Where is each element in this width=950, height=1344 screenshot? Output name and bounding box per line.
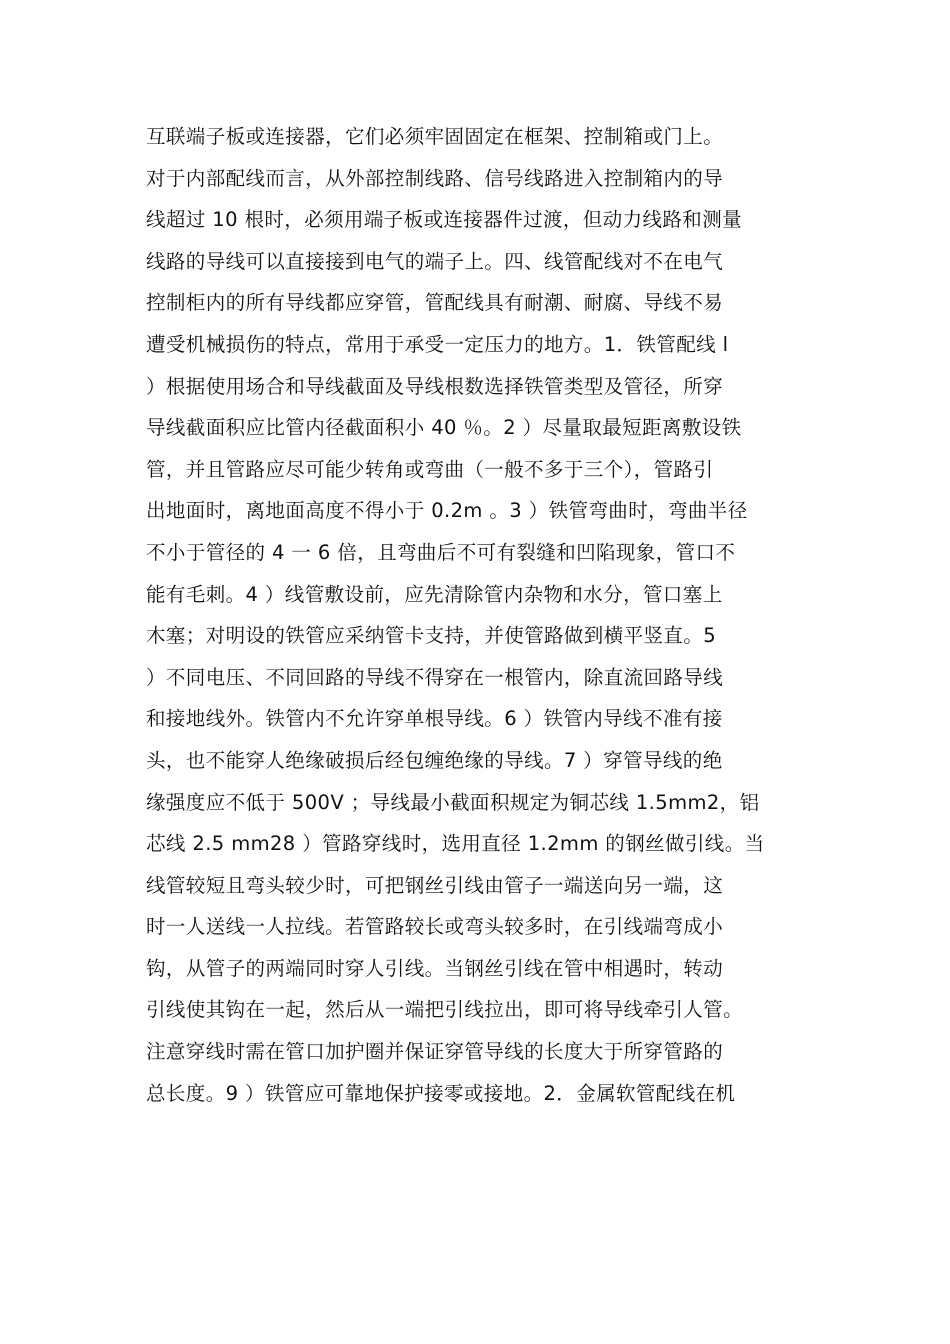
text-line: 互联端子板或连接器，它们必须牢固固定在框架、控制箱或门上。 — [146, 125, 724, 148]
text-line: ）根据使用场合和导线截面及导线根数选择铁管类型及管径，所穿 — [146, 374, 724, 398]
text-line: 总长度。9 ）铁管应可靠地保护接零或接地。2．金属软管配线在机 — [146, 1081, 736, 1105]
text-line: 对于内部配线而言，从外部控制线路、信号线路进入控制箱内的导 — [146, 166, 724, 190]
text-line: 钩，从管子的两端同时穿人引线。当钢丝引线在管中相遇时，转动 — [146, 956, 724, 980]
text-line: 遭受机械损伤的特点，常用于承受一定压力的地方。1．铁管配线 l — [146, 332, 729, 356]
text-line: ）不同电压、不同回路的导线不得穿在一根管内，除直流回路导线 — [146, 665, 724, 689]
text-line: 线管较短且弯头较少时，可把钢丝引线由管子一端送向另一端，这 — [146, 873, 724, 897]
text-line: 线超过 10 根时，必须用端子板或连接器件过渡，但动力线路和测量 — [146, 208, 743, 232]
text-line: 不小于管径的 4 一 6 倍，且弯曲后不可有裂缝和凹陷现象，管口不 — [146, 540, 736, 564]
text-line: 引线使其钩在一起，然后从一端把引线拉出，即可将导线牵引人管。 — [146, 998, 744, 1022]
text-line: 注意穿线时需在管口加护圈并保证穿管导线的长度大于所穿管路的 — [146, 1040, 724, 1064]
text-line: 缘强度应不低于 500V ；导线最小截面积规定为铜芯线 1.5mm2，铝 — [146, 790, 760, 814]
body-text — [146, 116, 826, 1114]
text-line: 管，并且管路应尽可能少转角或弯曲（一般不多于三个），管路引 — [146, 457, 714, 481]
text-line: 芯线 2.5 mm28 ）管路穿线时，选用直径 1.2mm 的钢丝做引线。当 — [146, 832, 765, 856]
text-line: 控制柜内的所有导线都应穿管，管配线具有耐潮、耐腐、导线不易 — [146, 291, 724, 315]
text-line: 时一人送线一人拉线。若管路较长或弯头较多时，在引线端弯成小 — [146, 915, 724, 939]
text-line: 出地面时，离地面高度不得小于 0.2m 。3 ）铁管弯曲时，弯曲半径 — [146, 499, 748, 523]
text-line: 能有毛刺。4 ）线管敷设前，应先清除管内杂物和水分，管口塞上 — [146, 582, 723, 606]
text-line: 头，也不能穿人绝缘破损后经包缠绝缘的导线。7 ）穿管导线的绝 — [146, 748, 723, 772]
text-line: 导线截面积应比管内径截面积小 40 ％。2 ）尽量取最短距离敷设铁 — [146, 416, 742, 440]
text-line: 木塞；对明设的铁管应采纳管卡支持，并使管路做到横平竖直。5 — [146, 624, 717, 648]
text-line: 线路的导线可以直接接到电气的端子上。四、线管配线对不在电气 — [146, 249, 724, 273]
text-line: 和接地线外。铁管内不允许穿单根导线。6 ）铁管内导线不准有接 — [146, 707, 723, 731]
